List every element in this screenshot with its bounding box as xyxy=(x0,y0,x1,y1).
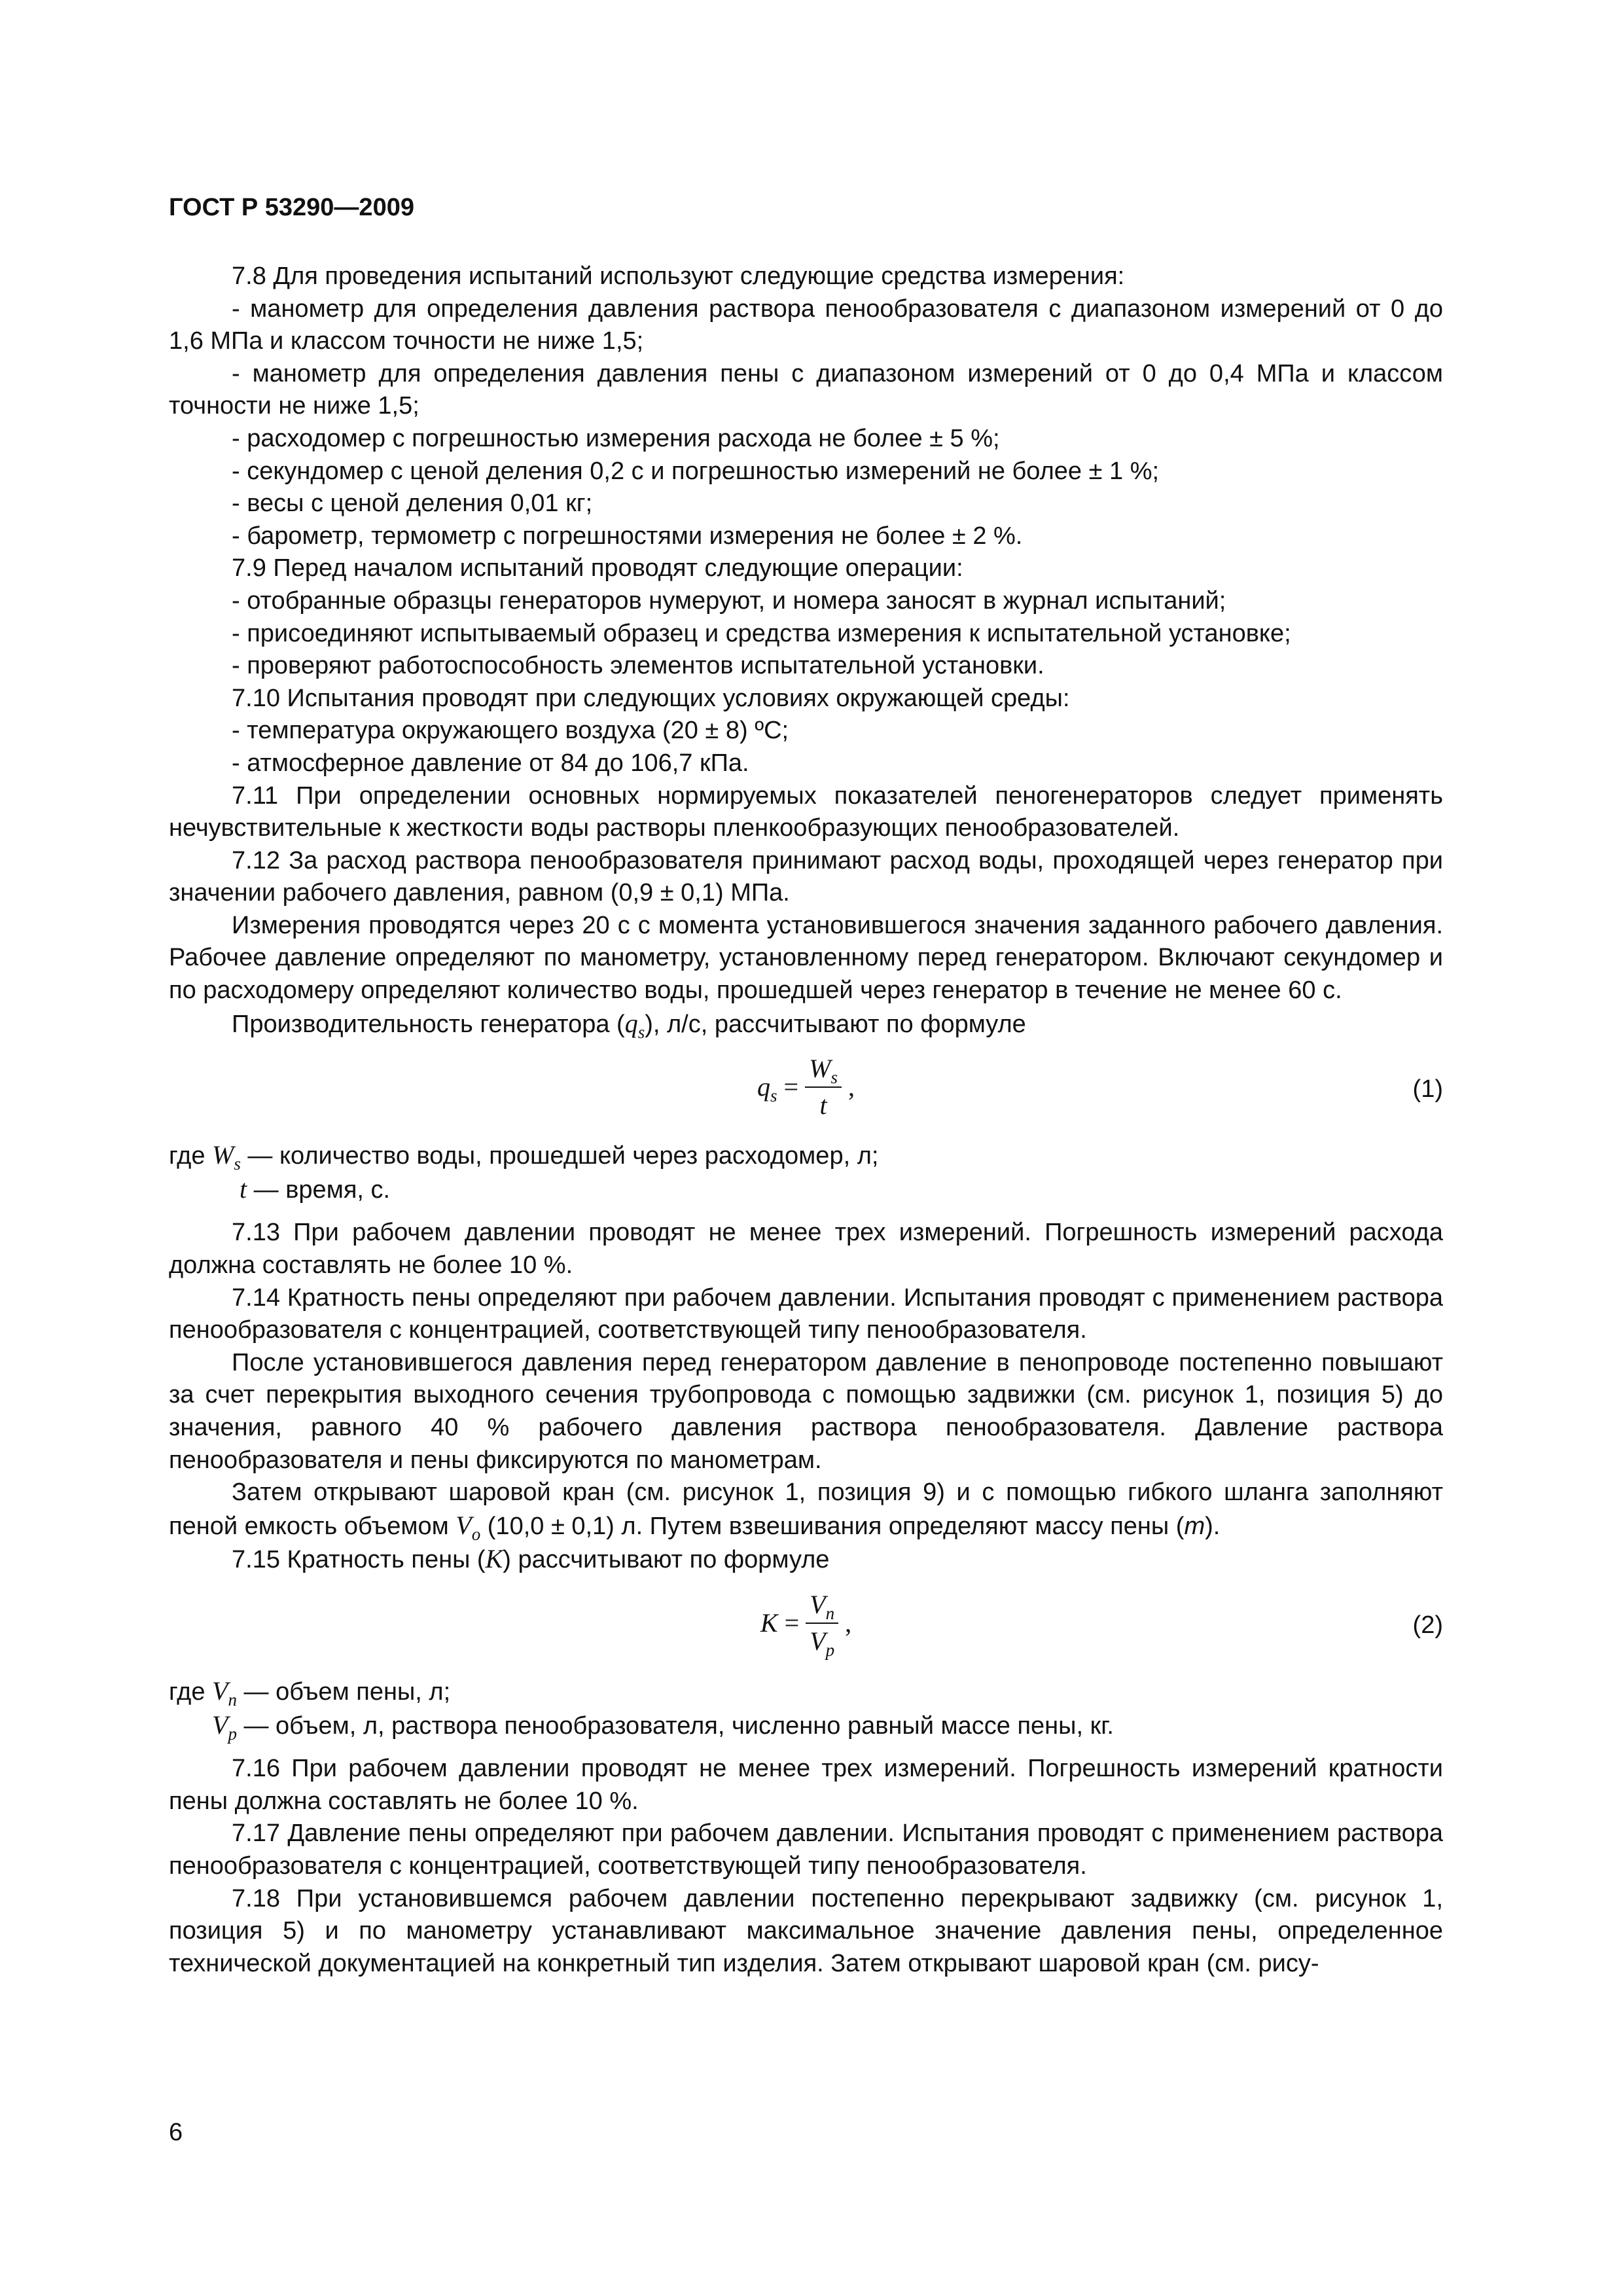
paragraph-measurements: Измерения проводятся через 20 с с момента установившегося значения заданного рабочего давления. Рабочее давление определяют по манометру, установленному перед генератором. Включают секундомер и по расходомеру определяют количество воды, прошедшей через генератор в течение не менее 60 с. xyxy=(169,911,1443,1005)
equals-sign: = xyxy=(783,1072,799,1102)
symbol-t: t xyxy=(240,1174,247,1204)
list-item-manometer-solution: - манометр для определения давления раствора пенообразователя с диапазоном измерений от 0 до 1,6 МПа и классом точности не ниже 1,5; xyxy=(169,295,1443,355)
paragraph-7-18: 7.18 При установившемся рабочем давлении постепенно перекрывают задвижку (см. рисунок 1, позиция 5) и по манометру устанавливают максимальное значение давления пены, определенное технической документацией на конкретный тип изделия. Затем открывают шаровой кран (см. рису- xyxy=(169,1884,1443,1977)
symbol-v: V xyxy=(212,1676,228,1706)
paragraph-7-10: 7.10 Испытания проводят при следующих условиях окружающей среды: xyxy=(232,684,1070,712)
formula-1-number: (1) xyxy=(1412,1075,1443,1103)
symbol-ws xyxy=(212,1140,241,1174)
formula-1-num-symbol: W xyxy=(809,1054,831,1084)
text-fragment: Производительность генератора ( xyxy=(232,1010,625,1038)
paragraph-7-8: 7.8 Для проведения испытаний используют следующие средства измерения: xyxy=(232,262,1125,290)
paragraph-productivity xyxy=(169,1007,1443,1041)
formula-2-denominator xyxy=(806,1624,838,1660)
document-body xyxy=(169,260,1443,1980)
text-fragment: — объем, л, раствора пенообразователя, численно равный массе пены, кг. xyxy=(236,1712,1114,1740)
symbol-vp xyxy=(212,1710,237,1744)
list-item-temperature: - температура окружающего воздуха (20 ± 8) ºС; xyxy=(232,717,789,745)
symbol-k: K xyxy=(485,1544,503,1574)
formula-2-num-symbol: V xyxy=(810,1589,826,1619)
formula-1-fraction xyxy=(805,1054,842,1121)
subscript-s: s xyxy=(234,1154,241,1174)
list-item-numbering: - отобранные образцы генераторов нумеруют, и номера заносят в журнал испытаний; xyxy=(232,586,1226,615)
formula-2-den-subscript: p xyxy=(825,1640,835,1660)
list-item-flowmeter: - расходомер с погрешностью измерения расхода не более ± 5 %; xyxy=(232,424,1000,452)
formula-1-denominator: t xyxy=(819,1090,827,1121)
formula-2-numerator xyxy=(806,1590,838,1624)
subscript-o: o xyxy=(471,1524,481,1544)
page-number: 6 xyxy=(169,2119,183,2146)
paragraph-7-12: 7.12 За расход раствора пенообразователя принимают расход воды, проходящей через генератор при значении рабочего давления, равном (0,9 ± 0,1) МПа. xyxy=(169,846,1443,907)
paragraph-ball-valve xyxy=(169,1477,1443,1543)
paragraph-pressure-increase: После установившегося давления перед генератором давление в пенопроводе постепенно повышают за счет перекрытия выходного сечения трубопровода с помощью задвижки (см. рисунок 1, позиция 5) до значения, равного 40 % рабочего давления раствора пенообразователя. Давление раствора пенообразователя и пены фиксируются по манометрам. xyxy=(169,1348,1443,1474)
equals-sign: = xyxy=(784,1608,800,1638)
list-item-scales: - весы с ценой деления 0,01 кг; xyxy=(232,490,593,518)
symbol-vo xyxy=(455,1510,481,1544)
list-item-check: - проверяют работоспособность элементов испытательной установки. xyxy=(232,652,1044,680)
paragraph-7-11: 7.11 При определении основных нормируемых показателей пеногенераторов следует применять нечувствительные к жесткости воды растворы пленкообразующих пенообразователей. xyxy=(169,781,1443,842)
text-fragment: где xyxy=(169,1142,213,1170)
text-fragment: — объем пены, л; xyxy=(236,1677,451,1706)
formula-2-number: (2) xyxy=(1412,1611,1443,1639)
subscript-p: p xyxy=(228,1723,237,1744)
paragraph-7-15 xyxy=(169,1543,1443,1577)
text-fragment: ), л/с, рассчитывают по формуле xyxy=(645,1010,1026,1038)
formula-1-num-subscript: s xyxy=(830,1067,838,1088)
text-fragment: (10,0 ± 0,1) л. Путем взвешивания определяют массу пены ( xyxy=(480,1512,1185,1540)
symbol-v: V xyxy=(455,1510,472,1540)
formula-1-lhs-symbol: q xyxy=(757,1072,771,1102)
paragraph-7-17: 7.17 Давление пены определяют при рабочем давлении. Испытания проводят с применением раствора пенообразователя с концентрацией, соответствующей типу пенообразователя. xyxy=(169,1820,1443,1880)
list-item-manometer-foam: - манометр для определения давления пены с диапазоном измерений от 0 до 0,4 МПа и классом точности не ниже 1,5; xyxy=(169,359,1443,420)
where-clause-1-line-2 xyxy=(169,1173,1443,1207)
list-item-barometer: - барометр, термометр с погрешностями измерения не более ± 2 %. xyxy=(232,522,1023,550)
text-fragment: ). xyxy=(1205,1512,1221,1540)
formula-1-lhs xyxy=(757,1071,777,1106)
formula-2-comma: , xyxy=(845,1608,852,1638)
formula-1-expression xyxy=(169,1054,1443,1121)
formula-1-lhs-subscript: s xyxy=(770,1086,777,1106)
subscript-s: s xyxy=(637,1022,645,1042)
text-fragment: где xyxy=(169,1677,213,1706)
text-fragment: — количество воды, прошедшей через расходомер, л; xyxy=(240,1142,879,1170)
paragraph-7-13: 7.13 При рабочем давлении проводят не менее трех измерений. Погрешность измерений расхода должна составлять не более 10 %. xyxy=(169,1219,1443,1280)
formula-2-den-symbol: V xyxy=(810,1626,826,1656)
symbol-w: W xyxy=(212,1140,234,1170)
paragraph-7-16: 7.16 При рабочем давлении проводят не менее трех измерений. Погрешность измерений кратности пены должна составлять не более 10 %. xyxy=(169,1755,1443,1815)
list-item-connect: - присоединяют испытываемый образец и средства измерения к испытательной установке; xyxy=(232,619,1291,647)
where-clause-2-line-2 xyxy=(169,1709,1443,1743)
formula-2-fraction xyxy=(806,1589,838,1660)
list-item-stopwatch: - секундомер с ценой деления 0,2 с и погрешностью измерений не более ± 1 %; xyxy=(232,457,1160,485)
formula-2 xyxy=(169,1590,1443,1667)
formula-2-num-subscript: n xyxy=(825,1603,835,1623)
symbol-q: q xyxy=(624,1008,638,1038)
formula-1-comma: , xyxy=(847,1072,855,1102)
symbol-v: V xyxy=(212,1710,228,1740)
where-clause-1-line-1 xyxy=(169,1139,1443,1173)
document-code-header: ГОСТ Р 53290—2009 xyxy=(169,194,414,221)
subscript-n: n xyxy=(228,1689,237,1710)
text-fragment: 7.15 Кратность пены ( xyxy=(232,1546,486,1574)
text-fragment: — время, с. xyxy=(247,1175,391,1204)
symbol-vn xyxy=(212,1676,237,1710)
list-item-pressure: - атмосферное давление от 84 до 106,7 кПа. xyxy=(232,749,749,777)
text-fragment: ) рассчитывают по формуле xyxy=(503,1546,830,1574)
text-fragment: Затем открывают шаровой кран (см. рисунок 1, позиция 9) и с помощью гибкого шланга заполняют пеной емкость объемом xyxy=(169,1479,1443,1540)
paragraph-7-14: 7.14 Кратность пены определяют при рабочем давлении. Испытания проводят с применением раствора пенообразователя с концентрацией, соответствующей типу пенообразователя. xyxy=(169,1283,1443,1344)
formula-2-lhs: K xyxy=(760,1608,778,1638)
paragraph-7-9: 7.9 Перед началом испытаний проводят следующие операции: xyxy=(232,554,963,583)
formula-1 xyxy=(169,1054,1443,1131)
symbol-m: m xyxy=(1184,1512,1205,1540)
symbol-qs xyxy=(624,1008,645,1042)
formula-2-expression xyxy=(169,1589,1443,1660)
formula-1-numerator xyxy=(805,1054,842,1088)
where-clause-2-line-1 xyxy=(169,1675,1443,1709)
